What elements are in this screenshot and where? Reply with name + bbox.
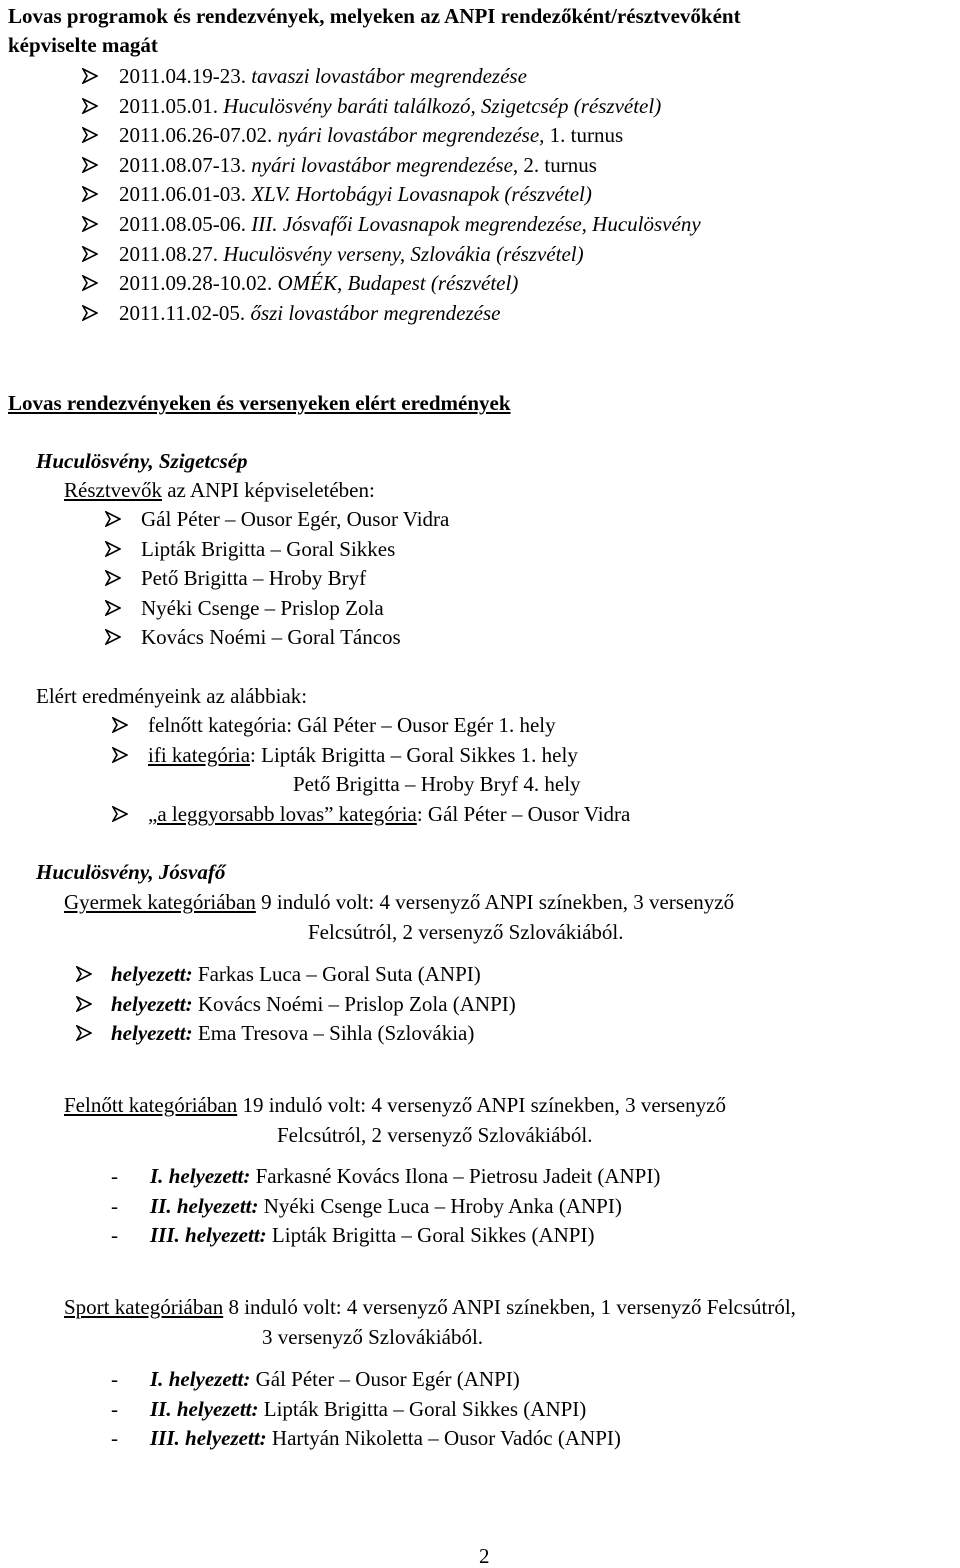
results-heading: Lovas rendezvényeken és versenyeken elért eredmények [8,391,511,415]
event-date: 2011.08.05-06. [119,212,246,236]
dash-bullet: - [111,1426,118,1450]
event-title: tavaszi lovastábor megrendezése [251,64,527,88]
dash-bullet: - [111,1367,118,1391]
sport-category-line1 [64,1297,796,1318]
event-item [119,66,527,87]
event-item [119,214,701,235]
event-title: OMÉK, Budapest (részvétel) [277,271,519,296]
event-item [119,184,592,205]
place-item [150,1166,660,1187]
place-text: Gál Péter – Ousor Egér (ANPI) [250,1367,520,1391]
participant-item: Gál Péter – Ousor Egér, Ousor Vidra [141,507,450,531]
place-item [150,1225,594,1246]
results-label: Elért eredményeink az alábbiak: [36,684,308,708]
place-label: helyezett: [171,1396,259,1421]
place-rank: I. [150,1367,164,1391]
event-title: nyári lovastábor megrendezése, [251,152,519,177]
category-text: 9 induló volt: 4 versenyző ANPI színekben, 3 versenyző [255,890,735,914]
place-rank: II. [150,1396,172,1421]
event-title: Huculösvény baráti találkozó, Szigetcsép (részvétel) [223,93,662,118]
place-text: Lipták Brigitta – Goral Sikkes (ANPI) [258,1396,587,1421]
josvafo-title: Huculösvény, Jósvafő [36,860,226,884]
participants-label-underlined: Résztvevők [64,478,162,502]
place-text: Farkas Luca – Goral Suta (ANPI) [192,962,481,986]
felnott-category-line1 [64,1095,726,1116]
category-text: 19 induló volt: 4 versenyző ANPI színekben, 3 versenyző [237,1093,726,1117]
page-number: 2 [479,1544,490,1568]
place-label: helyezett: [111,1021,193,1045]
result-item [148,804,630,825]
dash-bullet: - [111,1396,118,1421]
place-rank: II. [150,1193,172,1218]
szigetcsep-title: Huculösvény, Szigetcsép [36,449,248,473]
participants-label [64,480,375,501]
category-name: Sport kategóriában [64,1295,224,1319]
event-turn: 1. turnus [544,123,624,148]
place-text: Kovács Noémi – Prislop Zola (ANPI) [192,991,516,1016]
place-rank: III. [150,1426,180,1450]
event-title: Huculösvény verseny, Szlovákia (részvétel) [223,241,584,266]
event-turn: 2. turnus [518,152,597,177]
place-item [150,1396,587,1421]
participant-item: Kovács Noémi – Goral Táncos [141,625,401,649]
dash-bullet: - [111,1193,118,1218]
event-item [119,241,584,266]
result-item-continued: Pető Brigitta – Hroby Bryf 4. hely [293,772,581,796]
result-category: „a leggyorsabb lovas” kategória [148,802,417,826]
dash-bullet: - [111,1223,118,1247]
place-label: helyezett: [163,1164,251,1188]
result-category: ifi kategória [148,743,251,767]
event-date: 2011.08.07-13. [119,152,246,177]
place-label: helyezett: [179,1223,267,1247]
gyermek-category-line2: Felcsútról, 2 versenyző Szlovákiából. [308,920,624,944]
result-item [148,745,578,766]
event-title: XLV. Hortobágyi Lovasnapok (részvétel) [251,182,592,207]
sport-category-line2: 3 versenyző Szlovákiából. [262,1325,484,1349]
event-item [119,300,501,325]
event-date: 2011.06.01-03. [119,182,246,207]
event-item [119,152,597,177]
event-item [119,125,623,146]
place-item [111,964,481,985]
place-text: Lipták Brigitta – Goral Sikkes (ANPI) [266,1223,595,1247]
event-item [119,273,518,294]
place-item [150,1369,520,1390]
place-label: helyezett: [171,1193,259,1218]
participant-item: Lipták Brigitta – Goral Sikkes [141,536,396,561]
place-label: helyezett: [163,1367,251,1391]
place-rank: I. [150,1164,164,1188]
place-rank: III. [150,1223,180,1247]
participant-item: Pető Brigitta – Hroby Bryf [141,566,367,590]
result-text: : Gál Péter – Ousor Vidra [416,802,631,826]
participants-label-rest: az ANPI képviseletében: [161,478,375,502]
place-label: helyezett: [179,1426,267,1450]
page-title-line2: képviselte magát [8,33,158,57]
felnott-category-line2: Felcsútról, 2 versenyző Szlovákiából. [277,1123,593,1147]
event-date: 2011.06.26-07.02. [119,123,273,148]
event-date: 2011.04.19-23. [119,64,246,88]
place-text: Nyéki Csenge Luca – Hroby Anka (ANPI) [258,1193,622,1218]
category-text: 8 induló volt: 4 versenyző ANPI színekben, 1 versenyző Felcsútról, [223,1295,796,1319]
category-name: Gyermek kategóriában [64,890,256,914]
gyermek-category-line1 [64,892,734,913]
place-item [111,1023,474,1044]
category-name: Felnőtt kategóriában [64,1093,238,1117]
result-text: : Lipták Brigitta – Goral Sikkes 1. hely [250,743,578,767]
place-label: helyezett: [111,991,193,1016]
place-item [150,1428,621,1449]
result-item: felnőtt kategória: Gál Péter – Ousor Egér 1. hely [148,713,556,737]
event-title: nyári lovastábor megrendezése, [277,123,545,148]
place-text: Farkasné Kovács Ilona – Pietrosu Jadeit (ANPI) [250,1164,661,1188]
place-item [111,991,516,1016]
place-item [150,1193,622,1218]
participant-item: Nyéki Csenge – Prislop Zola [141,595,384,620]
event-title: III. Jósvafői Lovasnapok megrendezése, Huculösvény [251,212,701,236]
event-date: 2011.11.02-05. [119,300,246,325]
place-text: Hartyán Nikoletta – Ousor Vadóc (ANPI) [266,1426,621,1450]
event-title: őszi lovastábor megrendezése [250,300,501,325]
place-label: helyezett: [111,962,193,986]
event-date: 2011.08.27. [119,241,218,266]
event-date: 2011.09.28-10.02. [119,271,273,296]
place-text: Ema Tresova – Sihla (Szlovákia) [192,1021,475,1045]
page-title-line1: Lovas programok és rendezvények, melyeken az ANPI rendezőként/résztvevőként [8,4,741,28]
event-date: 2011.05.01. [119,93,218,118]
dash-bullet: - [111,1164,118,1188]
event-item [119,93,662,118]
